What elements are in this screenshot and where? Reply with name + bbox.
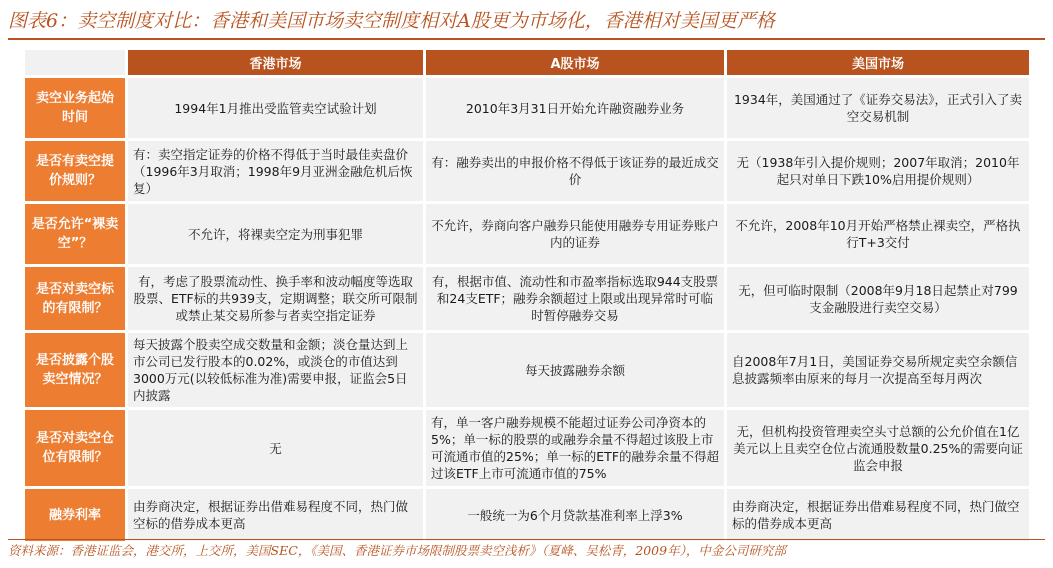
cell-hk: 无	[128, 410, 423, 486]
cell-us: 自2008年7月1日，美国证券交易所规定卖空余额信息披露频率由原来的每月一次提高至每月两次	[727, 333, 1029, 407]
row-label: 融券利率	[25, 489, 125, 541]
cell-a-share: 有，单一客户融券规模不能超过证券公司净资本的5%；单一标的股票的或融券余量不得超过该股上市可流通市值的25%；单一标的ETF的融券余量不得超过该ETF上市可流通市值的75%	[426, 410, 724, 486]
table-row	[25, 78, 1029, 138]
cell-hk: 由券商决定，根据证券出借难易程度不同，热门做空标的借券成本更高	[128, 489, 423, 541]
row-label: 是否对卖空仓位有限制？	[25, 410, 125, 486]
row-label: 是否披露个股卖空情况？	[25, 333, 125, 407]
table-corner	[25, 50, 125, 75]
table-row	[25, 204, 1029, 264]
row-label: 卖空业务起始时间	[25, 78, 125, 138]
cell-us: 不允许，2008年10月开始严格禁止裸卖空，严格执行T+3交付	[727, 204, 1029, 264]
cell-a-share: 不允许，券商向客户融券只能使用融券专用证券账户内的证券	[426, 204, 724, 264]
cell-a-share: 有：融券卖出的申报价格不得低于该证券的最近成交价	[426, 141, 724, 201]
column-header-us: 美国市场	[727, 50, 1029, 75]
cell-a-share: 2010年3月31日开始允许融资融券业务	[426, 78, 724, 138]
cell-a-share: 每天披露融券余额	[426, 333, 724, 407]
table-row	[25, 489, 1029, 541]
comparison-table	[22, 47, 1032, 544]
row-label: 是否对卖空标的有限制？	[25, 267, 125, 330]
table-row	[25, 333, 1029, 407]
cell-us: 由券商决定，根据证券出借难易程度不同，热门做空标的借券成本更高	[727, 489, 1029, 541]
cell-a-share: 一般统一为6个月贷款基准利率上浮3%	[426, 489, 724, 541]
column-header-hk: 香港市场	[128, 50, 423, 75]
table-row	[25, 141, 1029, 201]
table-header-row	[25, 50, 1029, 75]
cell-hk: 不允许，将裸卖空定为刑事犯罪	[128, 204, 423, 264]
cell-hk: 有，考虑了股票流动性、换手率和波动幅度等选取股票、ETF标的共939支，定期调整；联交所可限制或禁止某交易所参与者卖空指定证券	[128, 267, 423, 330]
source-note: 资料来源：香港证监会，港交所，上交所，美国SEC，《美国、香港证券市场限制股票卖空浅析》（夏峰、吴松青，2009年），中金公司研究部	[8, 539, 1045, 562]
cell-us: 1934年，美国通过了《证券交易法》，正式引入了卖空交易机制	[727, 78, 1029, 138]
column-header-a-share: A股市场	[426, 50, 724, 75]
figure-title: 图表6：卖空制度对比：香港和美国市场卖空制度相对A股更为市场化，香港相对美国更严格	[8, 10, 775, 32]
cell-hk: 1994年1月推出受监管卖空试验计划	[128, 78, 423, 138]
title-divider	[8, 38, 1045, 40]
row-label: 是否允许“裸卖空”？	[25, 204, 125, 264]
table-row	[25, 410, 1029, 486]
cell-a-share: 有，根据市值、流动性和市盈率指标选取944支股票和24支ETF；融券余额超过上限或出现异常时可临时暂停融券交易	[426, 267, 724, 330]
cell-hk: 每天披露个股卖空成交数量和金额；淡仓量达到上市公司已发行股本的0.02%，或淡仓的市值达到3000万元(以较低标准为准)需要申报，证监会5日内披露	[128, 333, 423, 407]
cell-us: 无，但可临时限制（2008年9月18日起禁止对799支金融股进行卖空交易）	[727, 267, 1029, 330]
cell-hk: 有：卖空指定证券的价格不得低于当时最佳卖盘价（1996年3月取消；1998年9月亚洲金融危机后恢复）	[128, 141, 423, 201]
row-label: 是否有卖空提价规则？	[25, 141, 125, 201]
cell-us: 无，但机构投资管理卖空头寸总额的公允价值在1亿美元以上且卖空仓位占流通股数量0.25%的需要向证监会申报	[727, 410, 1029, 486]
cell-us: 无（1938年引入提价规则；2007年取消；2010年起只对单日下跌10%启用提价规则）	[727, 141, 1029, 201]
table-row	[25, 267, 1029, 330]
